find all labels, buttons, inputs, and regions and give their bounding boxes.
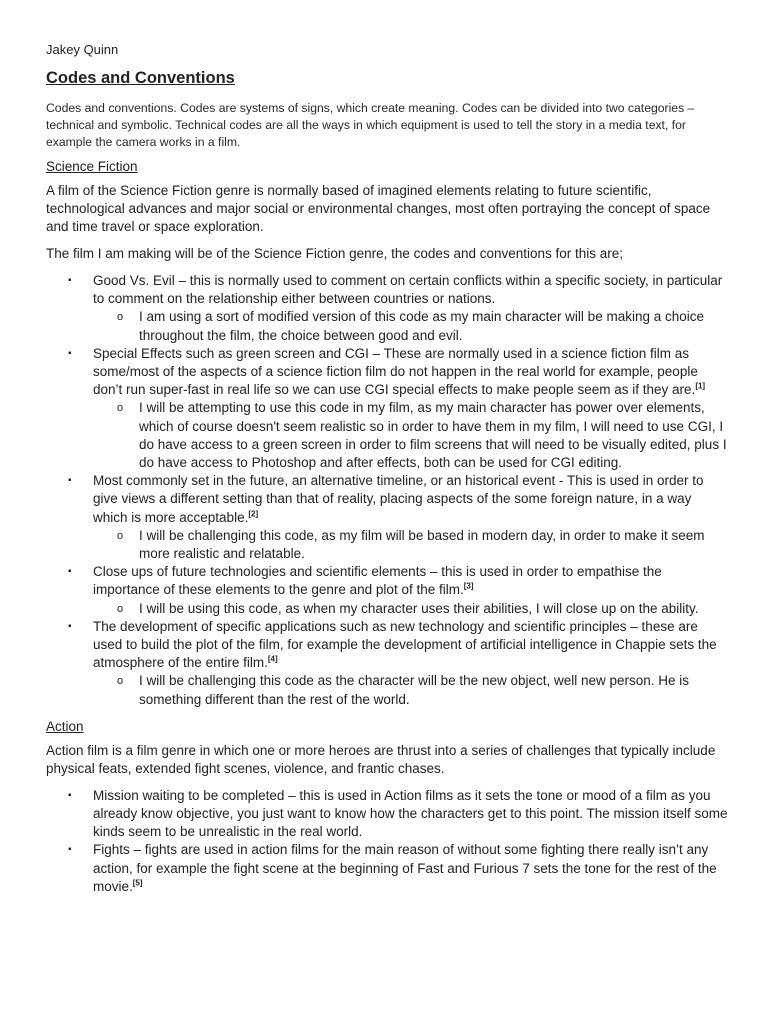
- reference-marker: [3]: [463, 581, 474, 591]
- sub-list: [93, 527, 728, 563]
- sub-list: [93, 399, 728, 472]
- scifi-paragraph-2: The film I am making will be of the Science Fiction genre, the codes and conventions for this are;: [46, 246, 624, 261]
- list-item-text: The development of specific applications such as new technology and scientific principles – these are used to build the plot of the film, for example the development of artificial intelligence in Chappie sets the atmosphere of the entire film.: [93, 618, 717, 671]
- sub-list-item: o I will be using this code, as when my character uses their abilities, I will close up on the ability.: [93, 600, 728, 618]
- list-item: [46, 841, 728, 896]
- list-item-text: Most commonly set in the future, an alternative timeline, or an historical event - This is used in order to give views a different setting than that of reality, placing aspects of the some foreign nature, in a way which is more acceptable.: [93, 473, 704, 525]
- scifi-paragraph-1: A film of the Science Fiction genre is normally based of imagined elements relating to future scientific, technological advances and major social or environmental changes, most often portraying the concept of space and time travel or space exploration.: [46, 183, 711, 234]
- list-item-text: Special Effects such as green screen and CGI – These are normally used in a science fiction film as some/most of the aspects of a science fiction film do not happen in the real world for example, people don’t run super-fast in real life so we can use CGI special effects to make people seem as if they are.: [93, 345, 698, 398]
- sub-list-item: o I will be attempting to use this code in my film, as my main character has power over elements, which of course doesn't seem realistic so in order to have them in my film, I will need to use CGI, I do have access to a green screen in order to film screens that will need to be visually edited, plus I do have access to Photoshop and after effects, both can be used for CGI editing.: [93, 399, 728, 472]
- list-item-text: Mission waiting to be completed – this is used in Action films as it sets the tone or mood of a film as you already know objective, you just want to know how the characters get to this point. The mission itself some kinds seem to be unrealistic in the real world.: [93, 787, 728, 840]
- reference-marker: [4]: [267, 654, 278, 664]
- section-heading-action: Action: [46, 718, 84, 734]
- list-item: [46, 618, 728, 709]
- list-item-text: Good Vs. Evil – this is normally used to comment on certain conflicts within a specific society, in particular to comment on the relationship either between countries or nations.: [93, 273, 723, 307]
- intro-paragraph: Codes and conventions. Codes are systems of signs, which create meaning. Codes can be divided into two categories – technical and symbolic. Technical codes are all the ways in which equipment is used to tell the story in a media text, for example the camera works in a film.: [46, 101, 695, 149]
- list-item: [46, 563, 728, 618]
- sub-list: [93, 600, 728, 618]
- reference-marker: [1]: [695, 381, 706, 391]
- list-item: [46, 472, 728, 563]
- list-item: [46, 272, 728, 345]
- section-heading-science-fiction: Science Fiction: [46, 159, 138, 174]
- sub-list: [93, 308, 728, 344]
- scifi-conventions-list: [46, 272, 728, 709]
- reference-marker: [5]: [132, 878, 143, 888]
- sub-list-item: o I will be challenging this code as the character will be the new object, well new person. He is something different than the rest of the world.: [93, 672, 728, 708]
- list-item: [46, 345, 728, 472]
- list-item-text: Fights – fights are used in action films for the main reason of without some fighting there really isn’t any action, for example the fight scene at the beginning of Fast and Furious 7 sets the tone for the rest of the movie.: [93, 842, 717, 894]
- list-item-text: Close ups of future technologies and scientific elements – this is used in order to empathise the importance of these elements to the genre and plot of the film.: [93, 564, 662, 598]
- sub-list: [93, 672, 728, 708]
- action-paragraph-1: Action film is a film genre in which one or more heroes are thrust into a series of challenges that typically include physical feats, extended fight scenes, violence, and frantic chases.: [46, 742, 716, 776]
- action-conventions-list: [46, 787, 728, 896]
- reference-marker: [2]: [248, 509, 259, 519]
- list-item: [46, 787, 728, 842]
- document-title: Codes and Conventions: [46, 69, 235, 87]
- author-name: Jakey Quinn: [46, 42, 119, 57]
- sub-list-item: o I will be challenging this code, as my film will be based in modern day, in order to make it seem more realistic and relatable.: [93, 527, 728, 563]
- sub-list-item: o I am using a sort of modified version of this code as my main character will be making a choice throughout the film, the choice between good and evil.: [93, 308, 728, 344]
